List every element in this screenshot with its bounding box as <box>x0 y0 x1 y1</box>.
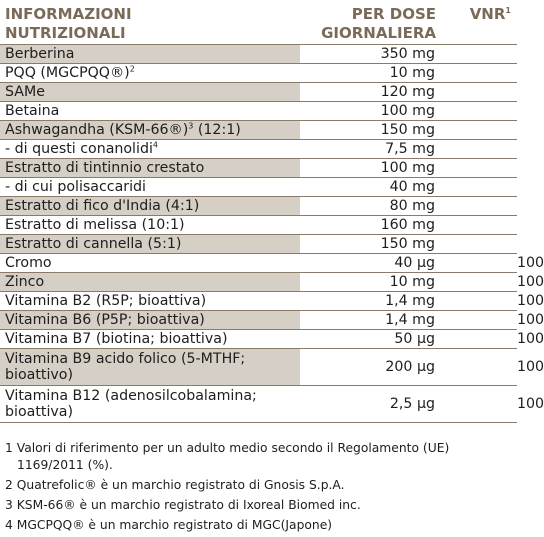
row-name: Vitamina B6 (P5P; bioattiva) <box>0 311 300 330</box>
row-dose: 150 mg <box>300 235 517 254</box>
row-dose: 100 mg <box>300 159 517 178</box>
table-row: Vitamina B6 (P5P; bioattiva) 1,4 mg 100 <box>0 311 517 330</box>
footnote-4: 4 MGCPQQ® è un marchio registrato di MGC(Japone) <box>5 518 333 532</box>
row-dose: 50 µg <box>300 330 517 349</box>
table-row <box>0 121 517 140</box>
header-daily-dose: PER DOSE GIORNALIERA <box>321 5 436 42</box>
nutrition-table <box>0 44 544 423</box>
row-dose: 120 mg <box>300 83 517 102</box>
table-row <box>0 235 517 254</box>
row-dose: 40 mg <box>300 178 517 197</box>
row-name: Betaina <box>0 102 300 121</box>
row-name: Estratto di fico d'India (4:1) <box>0 197 300 216</box>
table-row <box>0 102 517 121</box>
row-dose: 350 mg <box>300 45 517 64</box>
row-name: PQQ (MGCPQQ®)$^2$ <box>0 64 300 83</box>
row-dose: 1,4 mg <box>300 311 517 330</box>
table-row <box>0 83 517 102</box>
row-dose: 160 mg <box>300 216 517 235</box>
row-name: - di questi conanolidi$^4$ <box>0 140 300 159</box>
row-name: - di cui polisaccaridi <box>0 178 300 197</box>
row-name: Ashwagandha (KSM-66®)$^3$ (12:1) <box>0 121 300 140</box>
row-name: SAMe <box>0 83 300 102</box>
table-row <box>0 140 517 159</box>
row-dose: 100 mg <box>300 102 517 121</box>
row-dose: 40 µg <box>300 254 517 273</box>
row-dose: 7,5 mg <box>300 140 517 159</box>
table-header <box>0 2 517 44</box>
row-dose: 10 mg <box>300 64 517 83</box>
row-name: Vitamina B12 (adenosilcobalamina; bioattiva) <box>0 386 300 423</box>
footnote-1: 1 Valori di riferimento per un adulto medio secondo il Regolamento (UE) 1169/2011 (%). <box>5 441 450 472</box>
table-row <box>0 197 517 216</box>
header-nutrition-info: INFORMAZIONI NUTRIZIONALI <box>5 5 132 42</box>
table-row: Zinco 10 mg 100 <box>0 273 517 292</box>
table-row <box>0 64 517 83</box>
footnote-2: 2 Quatrefolic® è un marchio registrato di Gnosis S.p.A. <box>5 478 345 492</box>
row-name: Estratto di tintinnio crestato <box>0 159 300 178</box>
footnotes <box>5 440 510 537</box>
table-row: Vitamina B2 (R5P; bioattiva) 1,4 mg 100 <box>0 292 517 311</box>
row-name: Cromo <box>0 254 300 273</box>
row-name: Berberina <box>0 45 300 64</box>
row-name: Estratto di cannella (5:1) <box>0 235 300 254</box>
row-dose: 2,5 µg <box>300 386 517 423</box>
table-row: Vitamina B9 acido folico (5-MTHF; bioattivo) 200 µg 100 <box>0 349 517 386</box>
footnote-3: 3 KSM-66® è un marchio registrato di Ixoreal Biomed inc. <box>5 498 361 512</box>
table-row <box>0 216 517 235</box>
row-name: Vitamina B9 acido folico (5-MTHF; bioattivo) <box>0 349 300 386</box>
row-dose: 10 mg <box>300 273 517 292</box>
header-vnr: VNR$^1$ <box>469 5 511 23</box>
table-row: Vitamina B7 (biotina; bioattiva) 50 µg 100 <box>0 330 517 349</box>
row-name: Zinco <box>0 273 300 292</box>
row-dose: 200 µg <box>300 349 517 386</box>
row-dose: 150 mg <box>300 121 517 140</box>
row-name: Vitamina B2 (R5P; bioattiva) <box>0 292 300 311</box>
row-name: Estratto di melissa (10:1) <box>0 216 300 235</box>
table-row: Vitamina B12 (adenosilcobalamina; bioattiva) 2,5 µg 100 <box>0 386 517 423</box>
row-dose: 1,4 mg <box>300 292 517 311</box>
table-row <box>0 178 517 197</box>
table-row: Cromo 40 µg 100 <box>0 254 517 273</box>
row-dose: 80 mg <box>300 197 517 216</box>
row-name: Vitamina B7 (biotina; bioattiva) <box>0 330 300 349</box>
table-row <box>0 45 517 64</box>
table-row <box>0 159 517 178</box>
